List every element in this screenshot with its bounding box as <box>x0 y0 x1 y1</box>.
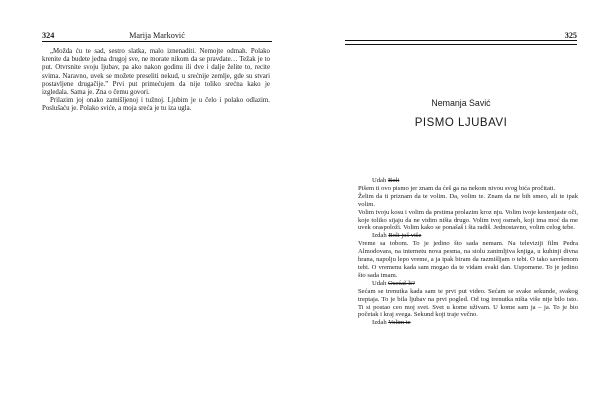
header-rule-thin <box>345 44 577 45</box>
breath-word: Izdah <box>372 232 387 240</box>
story-paragraph: Želim da ti priznam da te volim. Da, volim te. Znam da ne bih smeo, ali te ipak volim. <box>358 192 578 208</box>
struck-word: Volim te <box>388 319 411 327</box>
struck-word: Boli još više <box>388 232 422 240</box>
story-title: PISMO LJUBAVI <box>414 117 508 129</box>
story-paragraph: Pišem ti ovo pismo jer znam da ćeš ga na nekom nivou svog bića pročitati. <box>358 184 556 192</box>
breath-line <box>358 232 578 240</box>
breath-word: Udah <box>372 279 387 287</box>
breath-line <box>358 319 578 327</box>
right-page <box>300 0 600 419</box>
header-rule <box>42 41 272 42</box>
story-author: Nemanja Savić <box>431 98 491 108</box>
story-paragraph: Sećam se trenutka kada sam te prvi put video. Sećam se svake sekunde, svakog treptaja. To je bila ljubav na prvi pogled. Od tog trenutka ništa više nije bilo isto. Ti si postao ceo moj svet. Svet u kome uživam. U kome sam ja – ja. To je bio početak i kraj svega. Sekund koji traje večno. <box>358 287 578 319</box>
breath-word: Izdah <box>372 319 387 327</box>
right-page-number: 325 <box>564 31 577 40</box>
story-paragraph: Volim tvoju kosu i volim da prstima prolazim kroz nju. Volim tvoje kestenjaste oči, koje toliko sijaju da ne vidim ništa drugo. Volim tvoj osmeh, koji ima moć da me uvek oraspoloži. Volim kako se ponašaš i šta radiš. Jednostavno, volim celog tebe. <box>358 208 578 232</box>
left-page-number: 324 <box>42 31 55 40</box>
running-head: Marija Marković <box>129 31 185 40</box>
struck-word: Osećaš li? <box>387 279 415 287</box>
left-paragraph: Prilazim joj onako zamišljenoj i tužnoj. Ljubim je u čelo i polako odlazim. Poslušaću je. Polako sviće, a moja sreća je tu iza ugla. <box>42 97 270 113</box>
breath-word: Udah <box>372 177 387 184</box>
struck-word: Boli <box>387 177 400 184</box>
breath-line <box>358 280 578 288</box>
breath-line <box>358 177 578 185</box>
header-rule <box>345 40 577 41</box>
story-body <box>358 177 578 327</box>
left-body-text <box>42 48 270 114</box>
story-paragraph: Vreme sa tobom. To je jedino što sada nemam. Na televiziji film Pedra Almodovara, na internetu nova pesma, na stolu zanimljiva knjiga, u kuhinji divna hrana, napolju lepo vreme, a ja ipak biram da razmišljam o tebi. O tako savršenom tebi. O vremenu kada sam mogao da te vidam svaki dan. Uspomene. To je jedino što sada imam. <box>358 240 578 279</box>
left-paragraph: „Možda ću te sad, sestro slatka, malo iznenaditi. Nemojte odmah. Polako krenite da budete jedna drugoj sve, ne morate nikom da se pravdate… Težak je to put. Otvrsnite svoju ljubav, pa ako nakon godinu ili dve i dalje želite to, recite svima. Naravno, uvek se možete preseliti nekud, u srećnije zemlje, gde su stvari postavljene drugačije.” Prvi put primećujem da nije toliko srećna kako je izgledala. Sama je. Zna o čemu govori. <box>42 48 270 97</box>
